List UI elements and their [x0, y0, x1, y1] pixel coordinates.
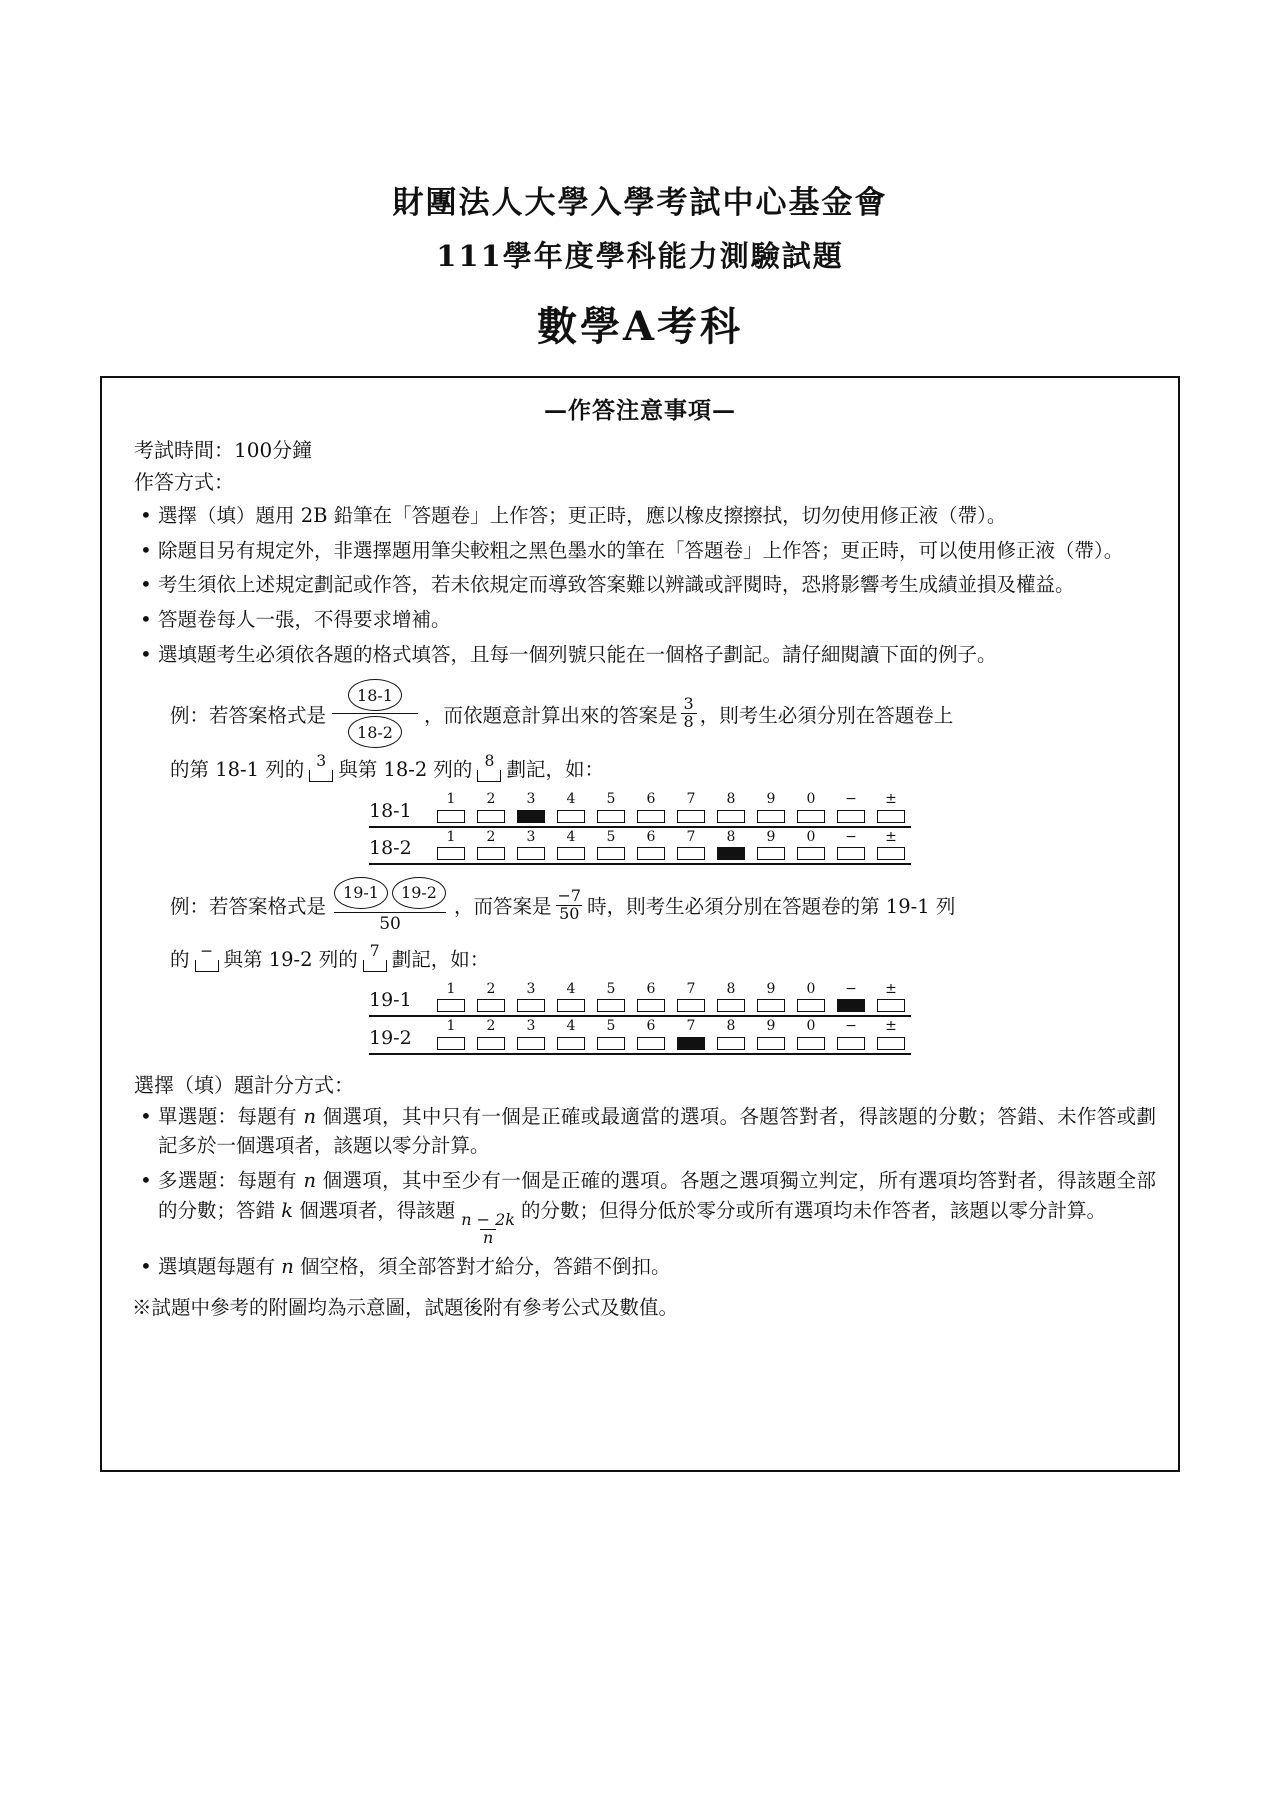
- scoring-item: [124, 1102, 1156, 1161]
- grid-cell-mark[interactable]: [477, 810, 505, 823]
- notice-title: —作答注意事項—: [544, 397, 736, 424]
- denominator-50: 50: [379, 913, 401, 934]
- slot-with-minus: [193, 944, 221, 972]
- grid-cell[interactable]: [791, 830, 831, 860]
- fraction-bar: [334, 912, 446, 913]
- grid-cell-digit: 3: [526, 828, 536, 845]
- scoring-item: [124, 1166, 1156, 1247]
- grid-cell-mark[interactable]: [797, 810, 825, 823]
- grid-cells: [431, 830, 911, 860]
- slot-with-digit-3: [307, 754, 335, 782]
- grid-cell-digit: 6: [646, 791, 656, 808]
- grid-cell-mark[interactable]: [637, 999, 665, 1012]
- grid-cell[interactable]: [511, 982, 551, 1012]
- scoring-text: 個選項，其中只有一個是正確或最適當的選項。各題答對者，得該題的分數；答錯、未作答或劃記多於一個選項者，該題以零分計算。: [158, 1104, 1157, 1158]
- grid-cell[interactable]: [431, 982, 471, 1012]
- grid-cell-mark[interactable]: [557, 999, 585, 1012]
- grid-row-18-1: [369, 792, 911, 827]
- example-1-answer-fraction: [681, 696, 697, 731]
- grid-cell-digit: −: [845, 980, 857, 997]
- grid-cell-digit: ±: [885, 1018, 897, 1035]
- grid-cell-mark[interactable]: [877, 847, 905, 860]
- grid-cell-mark[interactable]: [437, 810, 465, 823]
- grid-cell-mark[interactable]: [837, 847, 865, 860]
- grid-cell[interactable]: [711, 830, 751, 860]
- cell-19-1: 19-1: [334, 877, 388, 909]
- grid-cell[interactable]: [471, 792, 511, 822]
- slot-digit: 7: [369, 942, 380, 961]
- grid-cell[interactable]: [711, 792, 751, 822]
- grid-cell[interactable]: [511, 1019, 551, 1049]
- grid-cells: [431, 982, 911, 1012]
- slot-digit: −: [199, 942, 214, 961]
- grid-cell-digit: 8: [726, 980, 736, 997]
- grid-cell[interactable]: [551, 982, 591, 1012]
- grid-cell-digit: 3: [526, 791, 536, 808]
- fraction-denominator: 8: [681, 713, 697, 731]
- answer-grid-inner: [369, 982, 911, 1057]
- grid-cell-digit: ±: [885, 980, 897, 997]
- grid-cell-mark[interactable]: [557, 1037, 585, 1050]
- grid-cell[interactable]: [831, 830, 871, 860]
- example-1-line2-b: 與第 18-2 列的: [338, 758, 473, 782]
- example-2-answer-fraction: [555, 888, 585, 923]
- grid-cell[interactable]: [431, 792, 471, 822]
- grid-cell[interactable]: [471, 1019, 511, 1049]
- answer-grid-19: [124, 982, 1156, 1057]
- grid-cell[interactable]: [511, 830, 551, 860]
- answer-grid-inner: [369, 792, 911, 867]
- grid-cell[interactable]: [551, 792, 591, 822]
- grid-cell-digit: 2: [486, 980, 496, 997]
- grid-cell-mark[interactable]: [557, 847, 585, 860]
- exam-title: 111學年度學科能力測驗試題: [436, 238, 844, 273]
- grid-cell-mark[interactable]: [757, 810, 785, 823]
- notice-bullet: • 選擇（填）題用 2B 鉛筆在「答題卷」上作答；更正時，應以橡皮擦擦拭，切勿使用修正液（帶）。: [124, 501, 1156, 531]
- notice-bullet: • 除題目另有規定外，非選擇題用筆尖較粗之黑色墨水的筆在「答題卷」上作答；更正時，可以使用修正液（帶）。: [124, 536, 1156, 566]
- grid-cell-digit: 6: [646, 828, 656, 845]
- grid-cell-digit: 6: [646, 1018, 656, 1035]
- grid-cell-mark[interactable]: [797, 999, 825, 1012]
- example-2-instruction-line: [170, 944, 1156, 972]
- grid-cell[interactable]: [751, 1019, 791, 1049]
- grid-cell[interactable]: [471, 830, 511, 860]
- grid-cell-mark[interactable]: [437, 847, 465, 860]
- scoring-text: 個空格，須全部答對才給分，答錯不倒扣。: [293, 1254, 671, 1278]
- grid-cell-digit: 2: [486, 828, 496, 845]
- grid-cell-mark-filled[interactable]: [837, 999, 865, 1012]
- grid-cell-digit: 7: [686, 791, 696, 808]
- grid-cell[interactable]: [591, 792, 631, 822]
- grid-cell[interactable]: [551, 1019, 591, 1049]
- grid-cell-mark[interactable]: [517, 999, 545, 1012]
- grid-cell-mark[interactable]: [877, 999, 905, 1012]
- grid-cell-digit: −: [845, 1018, 857, 1035]
- grid-cell-digit: 5: [606, 828, 616, 845]
- slot-with-digit-8: [475, 754, 503, 782]
- grid-cell-mark[interactable]: [717, 810, 745, 823]
- example-2-line2-b: 與第 19-2 列的: [223, 947, 358, 971]
- math-variable: k: [281, 1198, 294, 1222]
- math-variable: n: [281, 1254, 294, 1278]
- grid-cell-digit: 1: [446, 828, 456, 845]
- example-1-line2-a: 的第 18-1 列的: [170, 758, 305, 782]
- grid-cell[interactable]: [711, 1019, 751, 1049]
- grid-cell-digit: 1: [446, 791, 456, 808]
- grid-cell-digit: 4: [566, 980, 576, 997]
- grid-cell-mark[interactable]: [597, 999, 625, 1012]
- grid-cell-mark[interactable]: [517, 1037, 545, 1050]
- grid-cell[interactable]: [671, 792, 711, 822]
- grid-cell[interactable]: [791, 1019, 831, 1049]
- example-2-format-line: [170, 877, 1156, 934]
- grid-cell-digit: 9: [766, 828, 776, 845]
- grid-cell[interactable]: [831, 1019, 871, 1049]
- grid-cell-digit: 8: [726, 791, 736, 808]
- grid-cell[interactable]: [671, 982, 711, 1012]
- grid-cell[interactable]: [591, 1019, 631, 1049]
- grid-cell-mark[interactable]: [597, 847, 625, 860]
- grid-cell[interactable]: [831, 982, 871, 1012]
- grid-cell-mark[interactable]: [797, 847, 825, 860]
- grid-cell-mark[interactable]: [477, 999, 505, 1012]
- cell-18-1: 18-1: [348, 679, 402, 711]
- footnote: ※試題中參考的附圖均為示意圖，試題後附有參考公式及數值。: [132, 1295, 679, 1319]
- grid-cell[interactable]: [511, 792, 551, 822]
- grid-row-label: 18-1: [369, 799, 412, 822]
- example-1-line2-c: 劃記，如：: [506, 758, 604, 782]
- grid-cell[interactable]: [751, 792, 791, 822]
- grid-cell[interactable]: [871, 982, 911, 1012]
- grid-cell[interactable]: [751, 982, 791, 1012]
- scoring-text: 多選題：每題有: [158, 1168, 304, 1192]
- grid-cell-mark[interactable]: [797, 1037, 825, 1050]
- grid-cell[interactable]: [871, 792, 911, 822]
- grid-cell-mark[interactable]: [717, 999, 745, 1012]
- grid-cell-digit: 9: [766, 1018, 776, 1035]
- grid-cell[interactable]: [591, 982, 631, 1012]
- grid-cell-digit: 1: [446, 1018, 456, 1035]
- grid-cell-mark[interactable]: [877, 810, 905, 823]
- grid-cell-digit: 5: [606, 980, 616, 997]
- organization-title: 財團法人大學入學考試中心基金會: [392, 185, 888, 221]
- math-variable: n: [303, 1168, 317, 1192]
- answer-method-heading: 作答方式：: [134, 470, 234, 494]
- grid-cell-mark[interactable]: [877, 1037, 905, 1050]
- grid-cell-digit: 7: [686, 828, 696, 845]
- grid-cell[interactable]: [591, 830, 631, 860]
- oval-pair: [334, 877, 446, 909]
- grid-cell-digit: 3: [526, 980, 536, 997]
- grid-cell-mark[interactable]: [677, 847, 705, 860]
- grid-cell[interactable]: [471, 982, 511, 1012]
- example-2-answer-format: [334, 877, 446, 934]
- grid-cell-mark[interactable]: [717, 1037, 745, 1050]
- grid-cell-mark[interactable]: [517, 847, 545, 860]
- notice-box: [100, 376, 1180, 1472]
- blank-slot-icon: [195, 960, 219, 972]
- grid-cell-digit: 7: [686, 1018, 696, 1035]
- math-variable: n: [303, 1104, 317, 1128]
- blank-slot-icon: [477, 770, 501, 782]
- grid-cell-digit: 5: [606, 1018, 616, 1035]
- subject-title: 數學A考科: [536, 302, 744, 350]
- example-1-instruction-line: [170, 754, 1156, 782]
- example-2-line2-c: 劃記，如：: [391, 947, 490, 971]
- scoring-heading: 選擇（填）題計分方式：: [134, 1072, 354, 1097]
- grid-cells: [431, 1019, 911, 1049]
- grid-cell-mark[interactable]: [597, 1037, 625, 1050]
- score-fraction: [458, 1212, 518, 1247]
- example-1-lead: 例：若答案格式是: [170, 703, 327, 727]
- grid-cell-digit: 3: [526, 1018, 536, 1035]
- grid-cell-mark[interactable]: [437, 999, 465, 1012]
- fraction-numerator: 3: [683, 694, 694, 714]
- example-1-answer-format: [332, 679, 418, 748]
- grid-cell-digit: −: [845, 791, 857, 808]
- grid-cell[interactable]: [751, 830, 791, 860]
- grid-cell-mark[interactable]: [837, 810, 865, 823]
- grid-cell-mark[interactable]: [637, 847, 665, 860]
- grid-cell-digit: 2: [486, 1018, 496, 1035]
- example-2-line2-a: 的: [170, 947, 190, 971]
- grid-cell-digit: 5: [606, 791, 616, 808]
- grid-cell-mark-filled[interactable]: [717, 847, 745, 860]
- grid-cell-digit: 1: [446, 980, 456, 997]
- fraction-numerator: n − 2k: [461, 1210, 515, 1230]
- grid-cell[interactable]: [431, 830, 471, 860]
- grid-cell-digit: ±: [885, 791, 897, 808]
- grid-cell-digit: ±: [885, 828, 897, 845]
- grid-cell-digit: 8: [726, 828, 736, 845]
- grid-cell[interactable]: [631, 792, 671, 822]
- grid-cell[interactable]: [631, 982, 671, 1012]
- grid-cell-mark[interactable]: [757, 999, 785, 1012]
- grid-cell[interactable]: [871, 1019, 911, 1049]
- grid-row-label: 19-1: [369, 989, 412, 1012]
- page-header: [0, 0, 1280, 352]
- blank-slot-icon: [363, 960, 387, 972]
- example-2-lead: 例：若答案格式是: [170, 895, 327, 919]
- grid-cell-mark[interactable]: [437, 1037, 465, 1050]
- blank-slot-icon: [309, 770, 333, 782]
- scoring-text: 單選題：每題有: [158, 1104, 304, 1128]
- grid-cell[interactable]: [831, 792, 871, 822]
- example-2-tail: 時，則考生必須分別在答題卷的第 19-1 列: [587, 895, 956, 919]
- example-1-mid: ，而依題意計算出來的答案是: [424, 703, 678, 727]
- grid-cell[interactable]: [711, 982, 751, 1012]
- grid-cell[interactable]: [431, 1019, 471, 1049]
- grid-cell-digit: 7: [686, 980, 696, 997]
- example-2-mid: ，而答案是: [454, 895, 552, 919]
- fraction-denominator: 50: [556, 905, 582, 923]
- grid-row-label: 19-2: [369, 1026, 412, 1049]
- notice-bullet-list: [124, 501, 1156, 669]
- grid-cell-mark[interactable]: [637, 1037, 665, 1050]
- scoring-text: 個選項，其中至少有一個是正確的選項。各題之選項獨立判定，所有選項均答對者，得該題全部的分數；答錯: [158, 1168, 1157, 1222]
- grid-cell-digit: 2: [486, 791, 496, 808]
- grid-cell-mark[interactable]: [597, 810, 625, 823]
- grid-cell-digit: 9: [766, 791, 776, 808]
- grid-cell-mark-filled[interactable]: [517, 810, 545, 823]
- scoring-item: [124, 1252, 1156, 1282]
- scoring-text: 個選項者，得該題: [293, 1198, 456, 1222]
- slot-with-digit-7: [361, 944, 389, 972]
- cell-18-2: 18-2: [348, 716, 402, 748]
- grid-cell-mark[interactable]: [677, 810, 705, 823]
- slot-digit: 8: [484, 752, 495, 771]
- example-1-format-line: [170, 679, 1156, 748]
- grid-row-19-1: [369, 982, 911, 1017]
- grid-cell-mark[interactable]: [757, 1037, 785, 1050]
- slot-digit: 3: [316, 752, 327, 771]
- grid-cell[interactable]: [791, 982, 831, 1012]
- grid-cell-digit: 9: [766, 980, 776, 997]
- grid-cell[interactable]: [671, 830, 711, 860]
- notice-bullet: • 選填題考生必須依各題的格式填答，且每一個列號只能在一個格子劃記。請仔細閱讀下面的例子。: [124, 640, 1156, 670]
- grid-cell[interactable]: [791, 792, 831, 822]
- grid-row-19-2: [369, 1019, 911, 1054]
- grid-cell-mark[interactable]: [837, 1037, 865, 1050]
- scoring-text: 的分數；但得分低於零分或所有選項均未作答者，該題以零分計算。: [520, 1198, 1106, 1222]
- grid-cell-mark[interactable]: [677, 999, 705, 1012]
- grid-cell-digit: 6: [646, 980, 656, 997]
- grid-cell-digit: 0: [806, 791, 816, 808]
- grid-row-18-2: [369, 830, 911, 865]
- grid-cell[interactable]: [551, 830, 591, 860]
- grid-row-label: 18-2: [369, 836, 412, 859]
- grid-cell[interactable]: [631, 830, 671, 860]
- grid-cell[interactable]: [631, 1019, 671, 1049]
- grid-cell-mark[interactable]: [557, 810, 585, 823]
- grid-cell-digit: 0: [806, 828, 816, 845]
- grid-cell-digit: 4: [566, 1018, 576, 1035]
- notice-bullet: • 答題卷每人一張，不得要求增補。: [124, 605, 1156, 635]
- notice-bullet: • 考生須依上述規定劃記或作答，若未依規定而導致答案難以辨識或評閱時，恐將影響考生成績並損及權益。: [124, 570, 1156, 600]
- exam-duration: 考試時間：100分鐘: [134, 438, 313, 462]
- grid-cells: [431, 792, 911, 822]
- grid-cell-mark[interactable]: [637, 810, 665, 823]
- grid-cell-digit: 4: [566, 828, 576, 845]
- cell-19-2: 19-2: [392, 877, 446, 909]
- grid-cell-mark[interactable]: [757, 847, 785, 860]
- scoring-text: 選填題每題有: [158, 1254, 282, 1278]
- grid-cell-digit: −: [845, 828, 857, 845]
- example-1-tail: ，則考生必須分別在答題卷上: [699, 703, 954, 727]
- scoring-list: [124, 1102, 1156, 1282]
- grid-cell-digit: 8: [726, 1018, 736, 1035]
- grid-cell-mark[interactable]: [477, 1037, 505, 1050]
- grid-cell-digit: 4: [566, 791, 576, 808]
- grid-cell-digit: 0: [806, 980, 816, 997]
- grid-cell[interactable]: [871, 830, 911, 860]
- fraction-numerator: −7: [557, 886, 582, 906]
- fraction-denominator: n: [480, 1229, 496, 1247]
- grid-cell[interactable]: [671, 1019, 711, 1049]
- grid-cell-mark-filled[interactable]: [677, 1037, 705, 1050]
- grid-cell-mark[interactable]: [477, 847, 505, 860]
- answer-grid-18: [124, 792, 1156, 867]
- fraction-bar: [332, 713, 418, 714]
- grid-cell-digit: 0: [806, 1018, 816, 1035]
